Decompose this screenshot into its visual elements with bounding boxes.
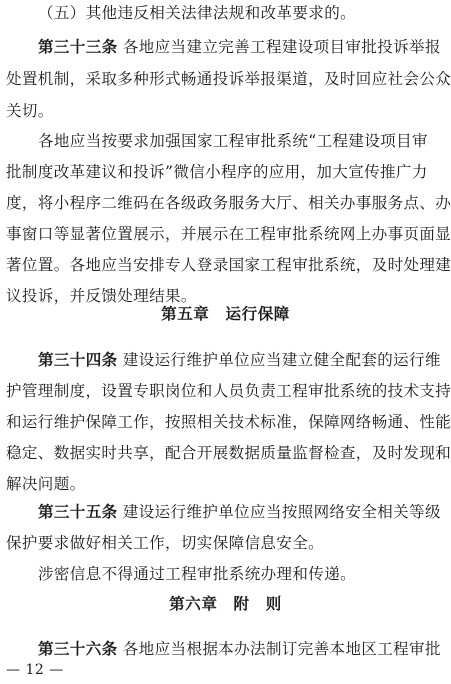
article-36-text-1: 各地应当根据本办法制订完善本地区工程审批 bbox=[117, 640, 441, 658]
article-33-line-1 bbox=[0, 36, 451, 58]
article-35-text-1: 建设运行维护单位应当按照网络安全相关等级 bbox=[117, 503, 441, 521]
article-34-line-1 bbox=[0, 349, 451, 371]
article-35-line-2: 保护要求做好相关工作，切实保障信息安全。 bbox=[6, 534, 325, 552]
article-33-text-1: 各地应当建立完善工程建设项目审批投诉举报 bbox=[117, 38, 441, 56]
article-33-line-3: 关切。 bbox=[6, 102, 54, 120]
chapter-5-heading: 第五章 运行保障 bbox=[161, 304, 290, 323]
article-33-label: 第三十三条 bbox=[38, 37, 118, 56]
paragraph-2-line-6: 议投诉，并反馈处理结果。 bbox=[6, 287, 197, 305]
article-35-label: 第三十五条 bbox=[38, 502, 118, 521]
article-35-line-1 bbox=[0, 501, 451, 523]
paragraph-2-line-3: 度，将小程序二维码在各级政务服务大厅、相关办事服务点、办 bbox=[6, 194, 451, 212]
article-34-line-4: 稳定、数据实时共享，配合开展数据质量监督检查，及时发现和 bbox=[6, 444, 451, 462]
paragraph-2-line-1: 各地应当按要求加强国家工程审批系统“工程建设项目审 bbox=[38, 132, 428, 150]
article-34-label: 第三十四条 bbox=[38, 350, 118, 369]
paragraph-2-line-5: 著位置。各地应当安排专人登录国家工程审批系统，及时处理建 bbox=[6, 256, 451, 274]
page-number: — 12 — bbox=[6, 662, 64, 678]
article-34-text-1: 建设运行维护单位应当建立健全配套的运行维 bbox=[117, 351, 441, 369]
article-36-line-1 bbox=[0, 638, 451, 660]
article-34-line-3: 和运行维护保障工作，按照相关技术标准，保障网络畅通、性能 bbox=[6, 413, 451, 431]
secret-info-text: 涉密信息不得通过工程审批系统办理和传递。 bbox=[38, 565, 357, 583]
article-34-line-5: 解决问题。 bbox=[6, 475, 86, 493]
article-36-label: 第三十六条 bbox=[38, 639, 118, 658]
paragraph-2-line-4: 事窗口等显著位置展示，并展示在工程审批系统网上办事页面显 bbox=[6, 225, 451, 243]
article-33-line-2: 处置机制，采取多种形式畅通投诉举报渠道，及时回应社会公众 bbox=[6, 70, 451, 88]
chapter-6-heading: 第六章 附 则 bbox=[169, 594, 282, 613]
article-34-line-2: 护管理制度，设置专职岗位和人员负责工程审批系统的技术支持 bbox=[6, 382, 451, 400]
paragraph-2-line-2: 批制度改革建议和投诉”微信小程序的应用，加大宣传推广力 bbox=[6, 163, 428, 181]
item-five-text: （五）其他违反相关法律法规和改革要求的。 bbox=[38, 4, 357, 22]
